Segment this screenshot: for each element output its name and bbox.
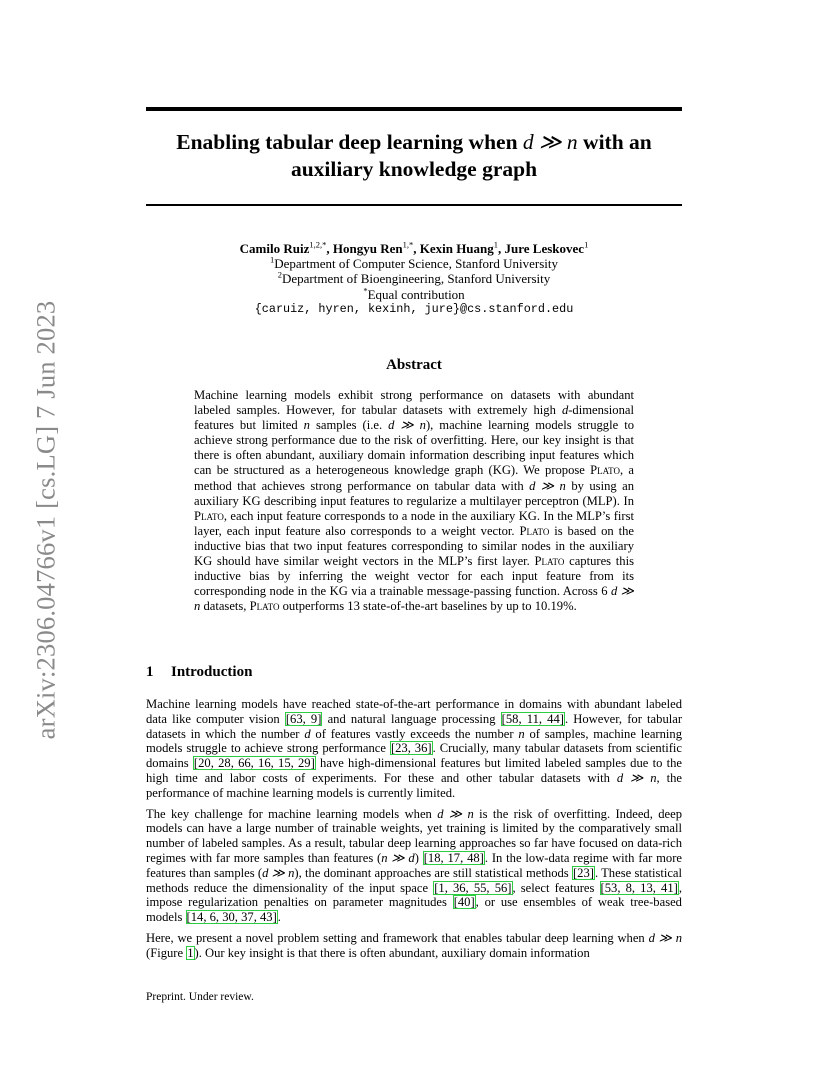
abstract-text: Machine learning models exhibit strong performance on datasets with abundant labeled samples. However, for tabular datasets with extremely high d-dimensional features but limited n samples (i.e. d ≫ n), machine learning models struggle to achieve strong performance due to the risk of overfitting. Here, our key insight is that there is often abundant, auxiliary domain information describing input features which can be structured as a heterogeneous knowledge graph (KG). We propose Plato, a method that achieves strong performance on tabular data with d ≫ n by using an auxiliary KG describing input features to regularize a multilayer perceptron (MLP). In Plato, each input feature corresponds to a node in the auxiliary KG. In the MLP’s first layer, each input feature also corresponds to a weight vector. Plato is based on the inductive bias that two input features corresponding to similar nodes in the auxiliary KG should have similar weight vectors in the MLP’s first layer. Plato captures this inductive bias by inferring the weight vector for each input feature from its corresponding node in the KG via a trainable message-passing function. Across 6 d ≫ n datasets, Plato outperforms 13 state-of-the-art baselines by up to 10.19%. [194,388,634,614]
intro-paragraph-1: Machine learning models have reached state-of-the-art performance in domains with abundant labeled data like computer vision [63, 9] and natural language processing [58, 11, 44]. However, for tabular datasets in which the number d of features vastly exceeds the number n of samples, machine learning models struggle to achieve strong performance [23, 36]. Crucially, many tabular datasets from scientific domains [20, 28, 66, 16, 15, 29] have high-dimensional features but limited labeled samples due to the high time and labor costs of experiments. For these and other tabular datasets with d ≫ n, the performance of machine learning models is currently limited. [146,697,683,800]
citation-link[interactable]: [1, 36, 55, 56] [434,880,512,895]
paper-title: Enabling tabular deep learning when d ≫ n with an auxiliary knowledge graph [176,130,652,181]
preprint-footer: Preprint. Under review. [146,991,254,1003]
arxiv-identifier: arXiv:2306.04766v1 [cs.LG] 7 Jun 2023 [30,300,61,740]
figure-link[interactable]: 1 [187,945,194,960]
title-top-rule [146,107,682,111]
affiliation-2: $^2$Department of Bioengineering, Stanford University [277,270,551,287]
author-block [146,241,682,317]
citation-link[interactable]: [23, 36] [390,741,432,756]
section-heading: 1 Introduction [146,664,253,680]
intro-paragraph-2: The key challenge for machine learning models when d ≫ n is the risk of overfitting. Indeed, deep models can have a large number of trainable weights, yet training is limited by the comparatively small number of labeled samples. As a result, tabular deep learning approaches so far have focused on data-rich regimes with far more samples than features (n ≫ d) [18, 17, 48]. In the low-data regime with far more features than samples (d ≫ n), the dominant approaches are still statistical methods [23]. These statistical methods reduce the dimensionality of the input space [1, 36, 55, 56], select features [53, 8, 13, 41], impose regularization penalties on parameter magnitudes [40], or use ensembles of weak tree-based models [14, 6, 30, 37, 43]. [146,806,683,925]
citation-link[interactable]: [53, 8, 13, 41] [600,880,678,895]
citation-link[interactable]: [20, 28, 66, 16, 15, 29] [193,756,315,771]
citation-link[interactable]: [58, 11, 44] [501,711,564,726]
intro-paragraph-3: Here, we present a novel problem setting and framework that enables tabular deep learning when d ≫ n (Figure 1). Our key insight is that there is often abundant, auxiliary domain information [146,930,682,960]
author-names: Camilo Ruiz$^{1,2,*}$, Hongyu Ren$^{1,*}$, Kexin Huang$^1$, Jure Leskovec$^1$ [239,239,589,256]
citation-link[interactable]: [14, 6, 30, 37, 43] [186,910,277,925]
citation-link[interactable]: [63, 9] [285,711,322,726]
introduction-body [146,697,682,967]
title-bottom-rule [146,204,682,206]
affiliation-1: $^1$Department of Computer Science, Stanford University [269,254,558,272]
author-emails: {caruiz, hyren, kexinh, jure}@cs.stanford.edu [254,301,574,316]
citation-link[interactable]: [23] [572,865,594,880]
citation-link[interactable]: [18, 17, 48] [423,850,484,865]
equal-contribution-note: *Equal contribution [363,285,465,302]
abstract-heading: Abstract [386,357,442,373]
citation-link[interactable]: [40] [453,895,475,910]
